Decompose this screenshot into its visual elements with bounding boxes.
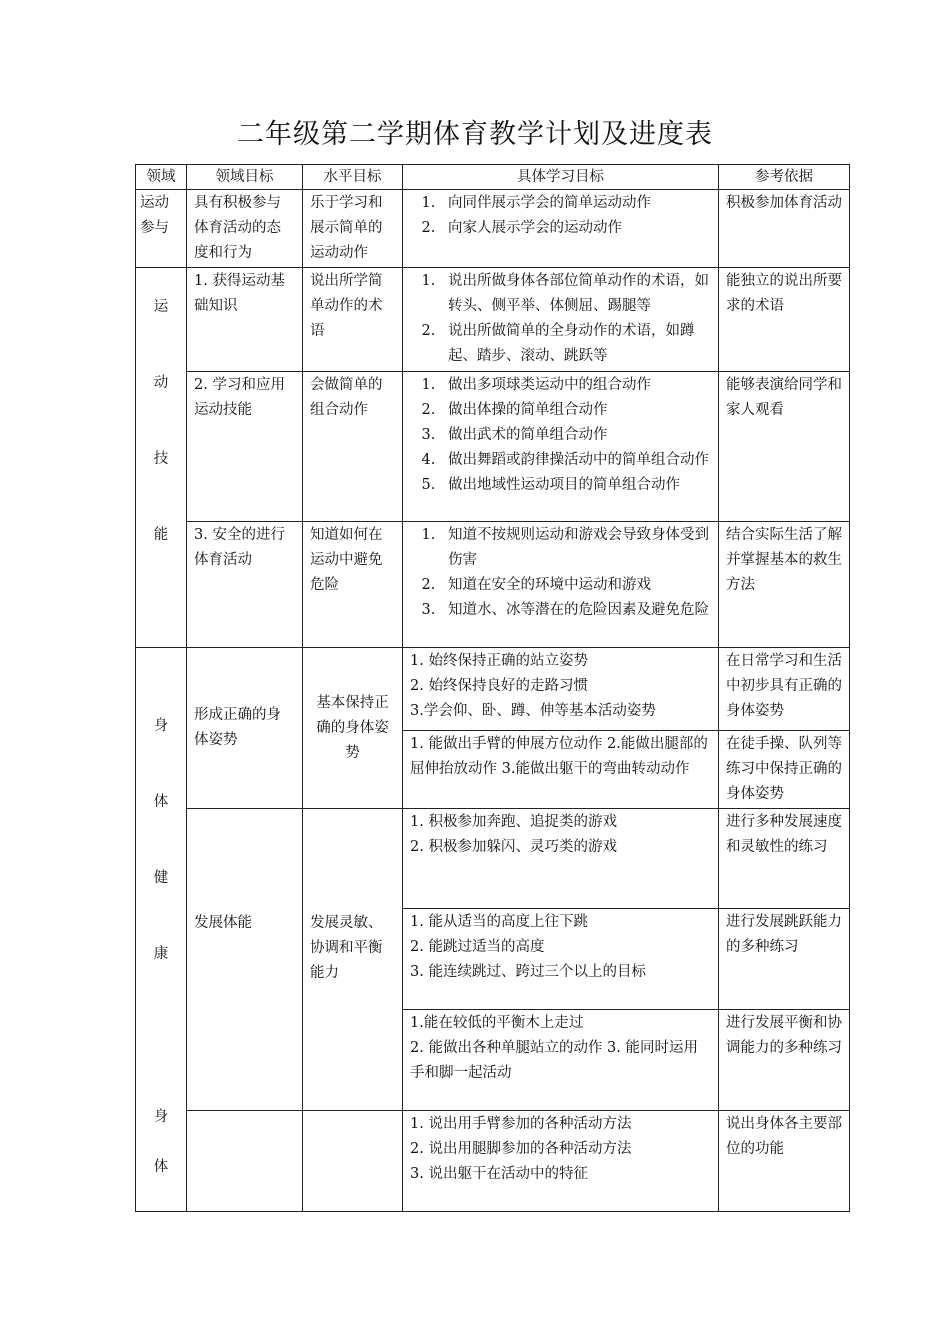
area-participation: 运动参与 [136,190,187,268]
table-row [136,190,850,268]
basis-cell: 积极参加体育活动 [719,190,850,268]
list-item: 2. 向家人展示学会的运动动作 [440,216,711,241]
list-item: 1. 说出所做身体各部位简单动作的术语，如转头、侧平举、体侧屈、踢腿等 [440,269,711,319]
list-item: 2. 做出体操的简单组合动作 [440,398,711,423]
table-row [136,268,850,372]
goal-cell: 具有积极参与体育活动的态度和行为 [187,190,303,268]
goal-text: 发展体能 [194,915,252,931]
list-item: 2. 积极参加躲闪、灵巧类的游戏 [410,839,617,855]
list-item: 5. 做出地域性运动项目的简单组合动作 [440,473,711,498]
header-level-goal: 水平目标 [303,165,403,190]
area-char: 体 [153,794,169,810]
level-text: 发展灵敏、协调和平衡能力 [310,915,383,981]
list-item: 3.学会仰、卧、蹲、伸等基本活动姿势 [410,703,656,719]
basis-cell: 结合实际生活了解并掌握基本的救生方法 [719,522,850,648]
list-item: 1. 做出多项球类运动中的组合动作 [440,373,711,398]
area-char: 运 [153,299,169,315]
area-health [136,648,187,1212]
list-item: 2. 始终保持良好的走路习惯 [410,678,588,694]
goal-cell: 3. 安全的进行体育活动 [187,522,303,648]
goal-cell [187,809,303,1111]
items-cell [403,909,719,1010]
basis-cell: 进行发展平衡和协调能力的多种练习 [719,1010,850,1111]
header-basis: 参考依据 [719,165,850,190]
table-header-row [136,165,850,190]
table-row [136,809,850,909]
level-cell [303,1111,403,1212]
list-item: 1. 始终保持正确的站立姿势 [410,653,588,669]
table-row [136,372,850,522]
basis-cell: 在徒手操、队列等练习中保持正确的身体姿势 [719,731,850,809]
basis-cell: 能够表演给同学和家人观看 [719,372,850,522]
header-area-goal: 领域目标 [187,165,303,190]
list-item: 3. 做出武术的简单组合动作 [440,423,711,448]
list-item: 2. 能跳过适当的高度 [410,939,545,955]
table-row [136,648,850,731]
list-item: 1. 向同伴展示学会的简单运动动作 [440,191,711,216]
items-cell [403,648,719,731]
area-skills [136,268,187,648]
area-char: 健 [153,870,169,886]
area-char: 体 [153,1159,169,1175]
list-item: 1. 能做出手臂的伸展方位动作 2.能做出腿部的屈伸抬放动作 3.能做出躯干的弯曲转动动作 [410,736,708,777]
items-cell [403,190,719,268]
level-text: 基本保持正确的身体姿势 [316,694,389,761]
area-char: 技 [153,451,169,467]
list-item: 3. 说出躯干在活动中的特征 [410,1166,588,1182]
level-cell [303,809,403,1111]
items-cell [403,809,719,909]
level-cell: 说出所学简单动作的术语 [303,268,403,372]
table-row [136,522,850,648]
level-cell: 乐于学习和展示简单的运动动作 [303,190,403,268]
list-item: 1. 说出用手臂参加的各种活动方法 [410,1116,632,1132]
plan-table [135,164,850,1212]
basis-cell: 说出身体各主要部位的功能 [719,1111,850,1212]
area-char: 身 [153,718,169,734]
list-item: 1. 能从适当的高度上往下跳 [410,914,588,930]
basis-cell: 在日常学习和生活中初步具有正确的身体姿势 [719,648,850,731]
items-cell [403,522,719,648]
goal-cell: 1. 获得运动基础知识 [187,268,303,372]
header-learning-goal: 具体学习目标 [403,165,719,190]
items-cell [403,731,719,809]
basis-cell: 进行发展跳跃能力的多种练习 [719,909,850,1010]
list-item: 1. 积极参加奔跑、追捉类的游戏 [410,814,617,830]
items-cell [403,372,719,522]
page-title: 二年级第二学期体育教学计划及进度表 [237,119,713,150]
list-item: 3. 知道水、冰等潜在的危险因素及避免危险 [440,598,711,623]
goal-cell [187,648,303,809]
level-cell [303,648,403,809]
goal-cell [187,1111,303,1212]
area-char: 康 [153,946,169,962]
list-item: 1.能在较低的平衡木上走过 [410,1015,584,1031]
goal-text: 形成正确的身体姿势 [194,707,281,748]
list-item: 1. 知道不按规则运动和游戏会导致身体受到伤害 [440,523,711,573]
list-item: 3. 能连续跳过、跨过三个以上的目标 [410,964,646,980]
list-item: 2. 说出用腿脚参加的各种活动方法 [410,1141,632,1157]
list-item: 2. 能做出各种单腿站立的动作 3. 能同时运用手和脚一起活动 [410,1040,698,1081]
list-item: 4. 做出舞蹈或韵律操活动中的简单组合动作 [440,448,711,473]
items-cell [403,268,719,372]
items-cell [403,1111,719,1212]
basis-cell: 进行多种发展速度和灵敏性的练习 [719,809,850,909]
items-cell [403,1010,719,1111]
area-char: 身 [153,1109,169,1125]
goal-cell: 2. 学习和应用运动技能 [187,372,303,522]
area-char: 能 [153,527,169,543]
list-item: 2. 说出所做简单的全身动作的术语，如蹲起、踏步、滚动、跳跃等 [440,319,711,369]
header-area: 领域 [136,165,187,190]
level-cell: 会做简单的组合动作 [303,372,403,522]
area-char: 动 [153,375,169,391]
basis-cell: 能独立的说出所要求的术语 [719,268,850,372]
list-item: 2. 知道在安全的环境中运动和游戏 [440,573,711,598]
table-row [136,1111,850,1212]
level-cell: 知道如何在运动中避免危险 [303,522,403,648]
